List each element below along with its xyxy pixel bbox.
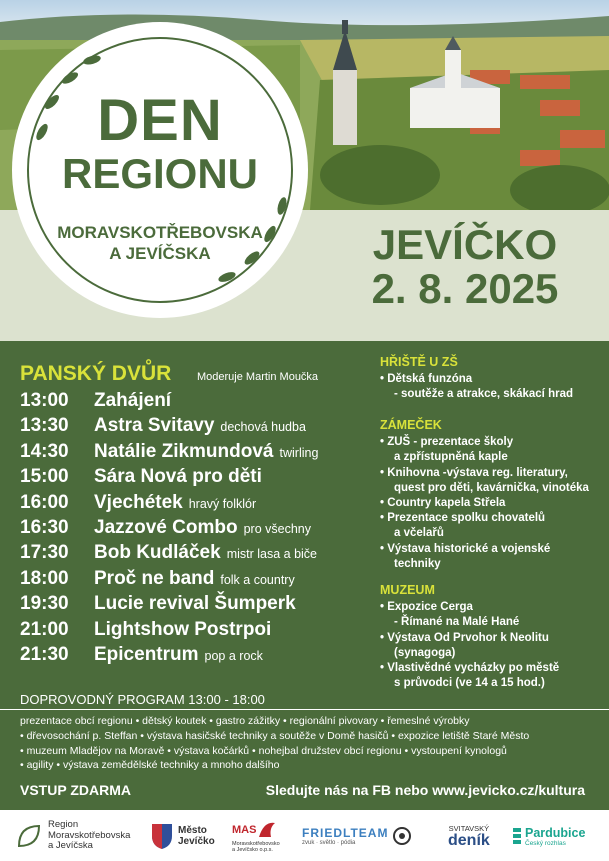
schedule-row [20, 415, 370, 440]
hriste-title: HŘIŠTĚ U ZŠ [380, 355, 458, 369]
mas-logo-line: a Jevíčsko o.p.s. [232, 847, 273, 853]
schedule-note: dechová hudba [220, 420, 306, 435]
region-logo-line: Moravskotřebovska [48, 829, 131, 841]
event-title-line1: DEN [97, 88, 223, 153]
zamecek-line: a včelařů [394, 527, 444, 540]
program-divider [0, 709, 609, 710]
muzeum-line: (synagoga) [394, 646, 456, 659]
muzeum-line: • Výstava Od Prvohor k Neolitu [380, 631, 549, 644]
event-title-line2: REGIONU [61, 150, 258, 197]
schedule-note: mistr lasa a biče [226, 547, 318, 562]
zamecek-line: techniky [394, 557, 441, 570]
region-logo-line: a Jevíčska [48, 840, 93, 852]
event-town: JEVÍČKO [372, 221, 558, 268]
friedl-logo-name: FRIEDLTEAM [302, 826, 389, 840]
logo-denik [448, 816, 490, 856]
schedule-act: Lucie revival Šumperk [94, 593, 296, 615]
muzeum-line: - Římané na Malé Hané [394, 616, 520, 629]
moderator-note: Moderuje Martin Moučka [197, 371, 319, 383]
schedule-act: Zahájení [94, 390, 172, 411]
muzeum-line: • Expozice Cerga [380, 601, 473, 614]
schedule-row [20, 568, 370, 593]
coat-of-arms-icon [150, 822, 174, 850]
schedule-note: pop a rock [204, 648, 263, 663]
logo-mas [232, 816, 280, 856]
zamecek-line: • ZUŠ - prezentace školy [380, 436, 514, 449]
schedule-time: 14:30 [20, 440, 69, 462]
speaker-icon [392, 826, 412, 846]
pardubice-logo-sub: Český rozhlas [525, 839, 566, 847]
schedule-time: 16:30 [20, 516, 69, 538]
section-zamecek [380, 418, 605, 572]
schedule-time: 18:00 [20, 567, 69, 589]
hriste-line: - soutěže a atrakce, skákací hrad [394, 388, 573, 401]
program-line: prezentace obcí regionu • dětský koutek • gastro zážitky • regionální pivovary • řemeslné výrobky [20, 715, 470, 727]
muzeum-line: • Vlastivědné vycházky po městě [380, 662, 560, 675]
schedule-row [20, 517, 370, 542]
schedule-time: 21:00 [20, 618, 69, 640]
mesto-logo-line: Jevíčko [178, 836, 215, 847]
schedule-note: hravý folklór [188, 496, 257, 511]
schedule-row [20, 542, 370, 567]
mas-bird-icon [256, 819, 278, 841]
section-muzeum [380, 583, 605, 691]
zamecek-line: • Knihovna -výstava reg. literatury, [380, 466, 568, 479]
schedule-time: 17:30 [20, 542, 69, 564]
pardubice-logo-icon [512, 827, 522, 845]
schedule-row [20, 492, 370, 517]
schedule-act: Vjechétek [94, 491, 183, 513]
program-heading: DOPROVODNÝ PROGRAM 13:00 - 18:00 [20, 692, 265, 707]
event-subtitle [12, 222, 308, 264]
schedule-row [20, 466, 370, 491]
zamecek-title: ZÁMEČEK [380, 418, 442, 432]
denik-logo-top: SVITAVSKÝ [448, 823, 490, 833]
schedule-list [20, 390, 370, 669]
schedule-act: Jazzové Combo [94, 516, 238, 538]
subtitle-line1: MORAVSKOTŘEBOVSKA [57, 223, 263, 242]
schedule-note: folk a country [220, 572, 295, 587]
logo-pardubice [512, 816, 585, 856]
pardubice-logo-main: Pardubice [525, 825, 586, 840]
logo-friedlteam [302, 816, 412, 856]
program-line: • agility • výstava zemědělské techniky a mnoho dalšího [20, 759, 280, 772]
logo-region [14, 816, 130, 856]
schedule-time: 16:00 [20, 491, 69, 513]
schedule-act: Lightshow Postrpoi [94, 618, 272, 640]
zamecek-line: • Prezentace spolku chovatelů [380, 512, 546, 525]
schedule-time: 13:30 [20, 415, 69, 437]
logo-mesto [150, 816, 215, 856]
zamecek-line: • Country kapela Střela [380, 497, 506, 510]
zamecek-line: quest pro děti, kavárnička, vinotéka [394, 481, 589, 494]
schedule-act: Sára Nová pro děti [94, 466, 262, 488]
subtitle-line2: A JEVÍČSKA [109, 244, 211, 263]
schedule-act: Natálie Zikmundová [94, 440, 274, 462]
denik-logo-main: deník [448, 831, 490, 849]
section-hriste [380, 355, 605, 403]
program-list [20, 714, 600, 773]
region-logo-line: Region [48, 819, 79, 831]
mesto-logo-line: Město [178, 825, 207, 836]
free-entry: VSTUP ZDARMA [20, 782, 131, 798]
schedule-time: 15:00 [20, 466, 69, 488]
event-date: 2. 8. 2025 [371, 265, 559, 312]
schedule-row [20, 593, 370, 618]
schedule-time: 19:30 [20, 593, 69, 615]
mas-logo-line: Moravskotřebovsko [232, 840, 280, 847]
muzeum-line: s průvodci (ve 14 a 15 hod.) [394, 677, 545, 690]
mas-logo-name: MAS [232, 823, 257, 836]
schedule-act: Astra Svitavy [94, 415, 215, 437]
schedule-note: twirling [279, 445, 319, 460]
schedule-row [20, 390, 370, 415]
schedule-row [20, 619, 370, 644]
schedule-time: 21:30 [20, 643, 69, 665]
schedule-act: Proč ne band [94, 567, 215, 589]
venue-title: PANSKÝ DVŮR [20, 362, 172, 385]
friedl-logo-sub: zvuk · světlo · pódia [302, 840, 356, 846]
program-line: • muzeum Mladějov na Moravě • výstava kočárků • nohejbal družstev obcí regionu • vystoupení kynologů [20, 744, 507, 757]
zamecek-line: a zpřístupněná kaple [394, 451, 508, 464]
schedule-row [20, 441, 370, 466]
schedule-note: pro všechny [243, 521, 311, 536]
follow-link[interactable]: Sledujte nás na FB nebo www.jevicko.cz/kultura [265, 782, 585, 798]
region-leaf-icon [14, 821, 44, 851]
schedule-time: 13:00 [20, 390, 69, 411]
schedule-act: Epicentrum [94, 643, 199, 665]
zamecek-line: • Výstava historické a vojenské [380, 542, 551, 555]
program-line: • dřevosochání p. Steffan • výstava hasičské techniky a soutěže v Domě hasičů • expozice letiště Staré Město [20, 729, 530, 742]
muzeum-title: MUZEUM [380, 583, 435, 597]
schedule-row [20, 644, 370, 669]
schedule-act: Bob Kudláček [94, 542, 221, 564]
hriste-line: • Dětská funzóna [380, 373, 473, 386]
